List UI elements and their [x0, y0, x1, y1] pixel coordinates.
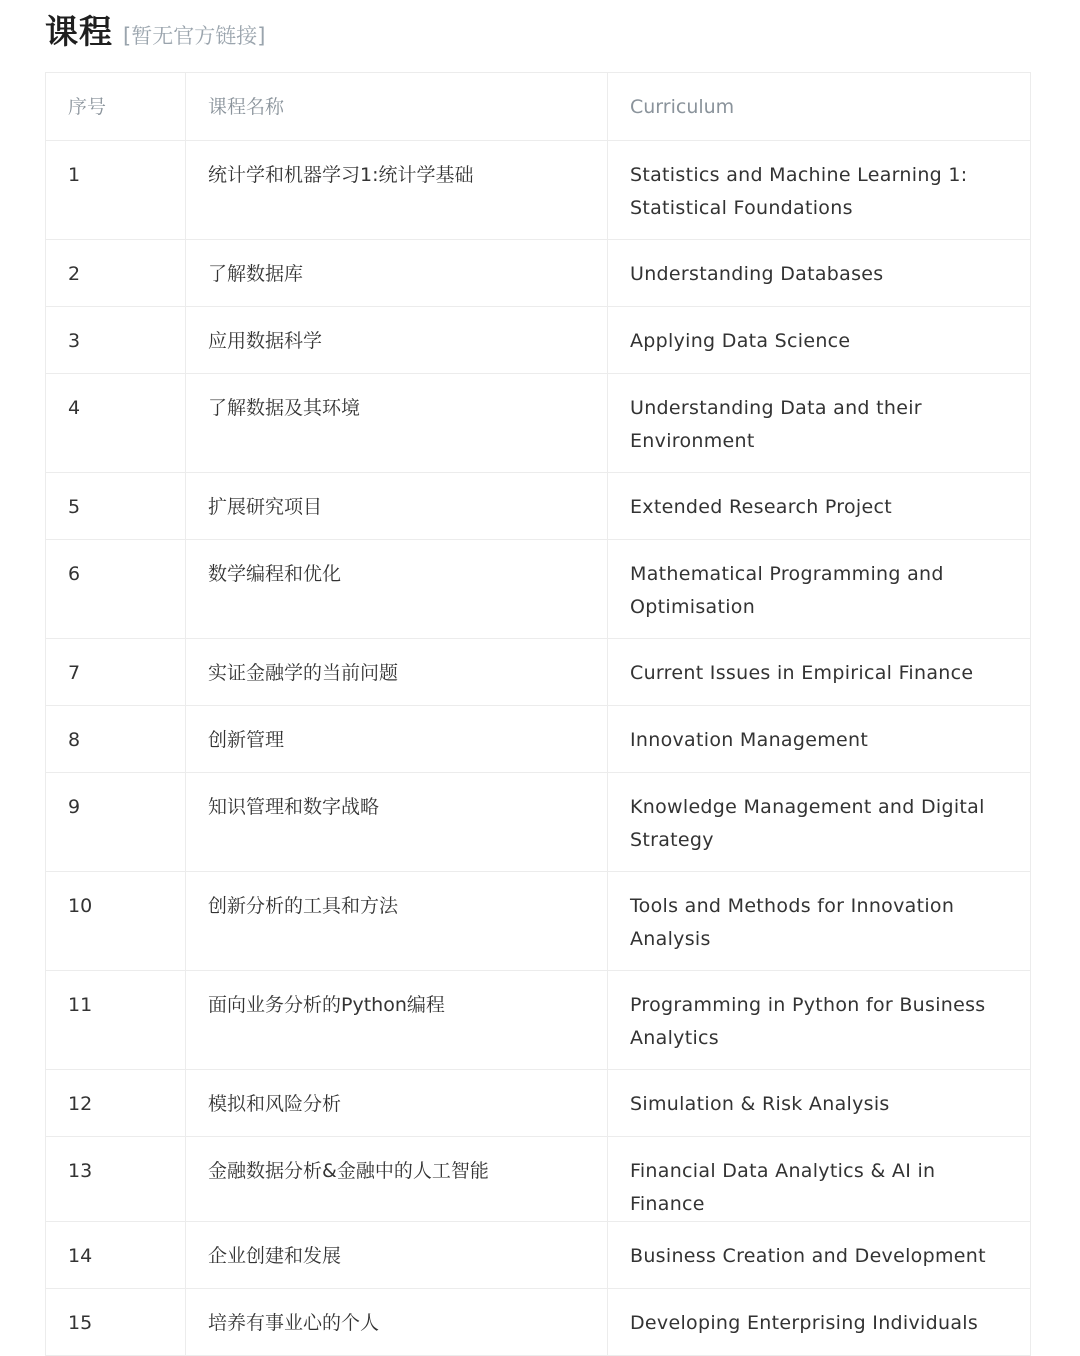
- table-row: [46, 1289, 1031, 1356]
- course-name-cn: 了解数据及其环境: [186, 374, 608, 473]
- course-number: 7: [46, 639, 186, 706]
- course-number: 13: [46, 1137, 186, 1222]
- table-row: [46, 374, 1031, 473]
- course-number: 9: [46, 773, 186, 872]
- table-row: [46, 473, 1031, 540]
- course-name-en: Understanding Databases: [608, 240, 1031, 307]
- course-number: 3: [46, 307, 186, 374]
- column-header-curriculum: Curriculum: [608, 73, 1031, 141]
- course-number: 15: [46, 1289, 186, 1356]
- course-name-cn: 企业创建和发展: [186, 1222, 608, 1289]
- course-name-cn: 数学编程和优化: [186, 540, 608, 639]
- course-name-cn: 培养有事业心的个人: [186, 1289, 608, 1356]
- course-name-cn: 统计学和机器学习1:统计学基础: [186, 141, 608, 240]
- course-number: 4: [46, 374, 186, 473]
- table-row: [46, 1070, 1031, 1137]
- course-number: 11: [46, 971, 186, 1070]
- table-row: [46, 872, 1031, 971]
- section-title: 课程: [45, 12, 113, 51]
- course-number: 6: [46, 540, 186, 639]
- course-name-en: Understanding Data and their Environment: [608, 374, 1031, 473]
- table-row: [46, 706, 1031, 773]
- table-row: [46, 141, 1031, 240]
- course-name-en: Tools and Methods for Innovation Analysis: [608, 872, 1031, 971]
- section-header: [45, 8, 265, 58]
- table-row: [46, 1137, 1031, 1222]
- course-number: 12: [46, 1070, 186, 1137]
- link-note: [暂无官方链接]: [123, 24, 266, 48]
- course-name-cn: 创新分析的工具和方法: [186, 872, 608, 971]
- course-name-cn: 金融数据分析&金融中的人工智能: [186, 1137, 608, 1222]
- course-name-en: Applying Data Science: [608, 307, 1031, 374]
- table-row: [46, 773, 1031, 872]
- course-number: 1: [46, 141, 186, 240]
- course-name-cn: 模拟和风险分析: [186, 1070, 608, 1137]
- course-name-cn: 创新管理: [186, 706, 608, 773]
- table-row: [46, 971, 1031, 1070]
- course-name-en: Simulation & Risk Analysis: [608, 1070, 1031, 1137]
- course-number: 2: [46, 240, 186, 307]
- course-name-cn: 面向业务分析的Python编程: [186, 971, 608, 1070]
- course-name-en: Extended Research Project: [608, 473, 1031, 540]
- table-row: [46, 240, 1031, 307]
- table-row: [46, 1222, 1031, 1289]
- course-number: 10: [46, 872, 186, 971]
- course-name-cn: 扩展研究项目: [186, 473, 608, 540]
- course-number: 8: [46, 706, 186, 773]
- course-name-en: Programming in Python for Business Analytics: [608, 971, 1031, 1070]
- course-number: 5: [46, 473, 186, 540]
- course-name-en: Developing Enterprising Individuals: [608, 1289, 1031, 1356]
- course-name-en: Financial Data Analytics & AI in Finance: [608, 1137, 1031, 1222]
- course-name-en: Current Issues in Empirical Finance: [608, 639, 1031, 706]
- table-row: [46, 639, 1031, 706]
- course-name-cn: 知识管理和数字战略: [186, 773, 608, 872]
- course-name-en: Business Creation and Development: [608, 1222, 1031, 1289]
- table-row: [46, 540, 1031, 639]
- course-name-cn: 应用数据科学: [186, 307, 608, 374]
- column-header-chinese-name: 课程名称: [186, 73, 608, 141]
- course-name-en: Mathematical Programming and Optimisation: [608, 540, 1031, 639]
- course-name-en: Innovation Management: [608, 706, 1031, 773]
- course-table: [45, 72, 1031, 1356]
- column-header-number: 序号: [46, 73, 186, 141]
- table-header-row: [46, 73, 1031, 141]
- course-name-cn: 了解数据库: [186, 240, 608, 307]
- course-name-cn: 实证金融学的当前问题: [186, 639, 608, 706]
- table-row: [46, 307, 1031, 374]
- course-name-en: Knowledge Management and Digital Strategy: [608, 773, 1031, 872]
- course-number: 14: [46, 1222, 186, 1289]
- course-name-en: Statistics and Machine Learning 1: Statistical Foundations: [608, 141, 1031, 240]
